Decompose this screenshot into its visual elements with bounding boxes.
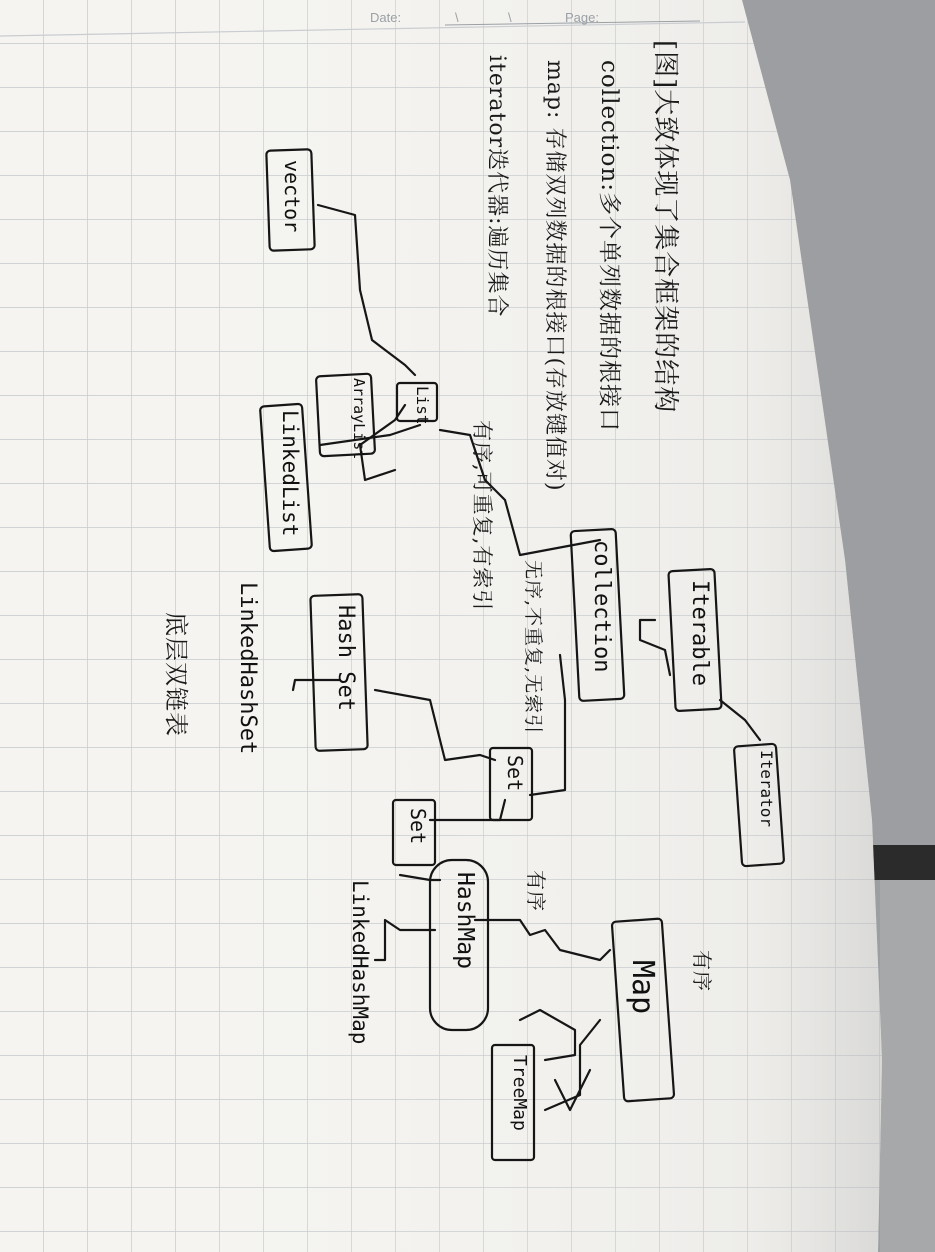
node-set: Set bbox=[503, 755, 527, 792]
note-line-6: 无序,不重复,无索引 bbox=[522, 560, 544, 735]
node-arraylist: ArrayList bbox=[350, 378, 368, 460]
date-label: Date: bbox=[370, 10, 402, 25]
node-hashmap: HashMap bbox=[452, 872, 478, 969]
note-line-7: 有序 bbox=[524, 870, 548, 912]
node-linkedhashmap: LinkedHashMap bbox=[348, 880, 372, 1045]
date-slash-2: \ bbox=[508, 10, 512, 25]
date-slash-1: \ bbox=[455, 10, 459, 25]
note-line-9: 底层双链表 bbox=[162, 612, 190, 737]
note-line-1: [图]大致体现了集合框架的结构 bbox=[650, 40, 680, 414]
note-line-5: 有序,可重复,有索引 bbox=[470, 420, 494, 612]
node-map: Map bbox=[625, 960, 660, 1015]
node-hashset: Hash Set bbox=[333, 605, 358, 711]
page-label: Page: bbox=[565, 10, 599, 25]
node-collection: collection bbox=[589, 540, 614, 673]
node-treemap: TreeMap bbox=[509, 1055, 530, 1131]
node-vector: vector bbox=[280, 160, 304, 233]
note-line-4: iterator迭代器:遍历集合 bbox=[484, 55, 509, 318]
node-iterable: Iterable bbox=[687, 580, 712, 686]
note-line-3: map: 存储双列数据的根接口(存放键值对) bbox=[542, 60, 567, 492]
node-linkedhashset: LinkedHashSet bbox=[235, 582, 260, 755]
note-line-2: collection:多个单列数据的根接口 bbox=[596, 60, 622, 432]
node-list: List bbox=[413, 386, 432, 425]
node-linkedlist: LinkedList bbox=[278, 410, 302, 537]
node-set-map: Set bbox=[406, 808, 430, 845]
note-line-8: 有序 bbox=[690, 950, 714, 992]
node-iterator: Iterator bbox=[757, 750, 776, 828]
